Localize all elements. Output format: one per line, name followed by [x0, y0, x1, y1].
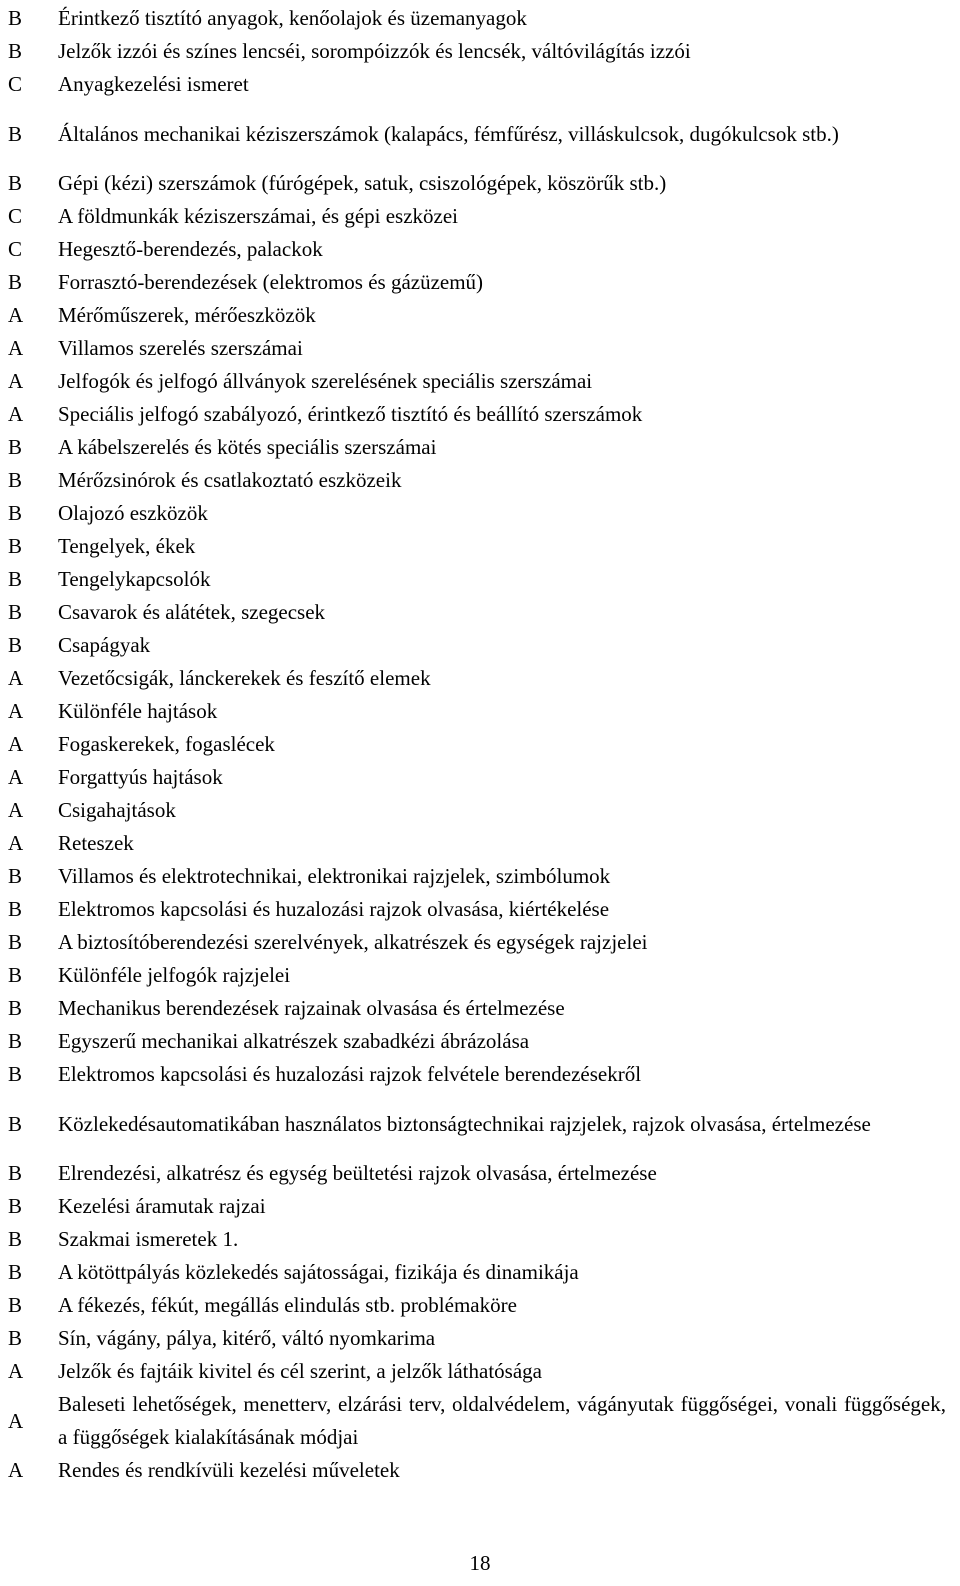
topic-text: Különféle hajtások — [58, 699, 218, 723]
level-code: B — [8, 121, 23, 146]
topic-text: Forrasztó-berendezések (elektromos és gázüzemű) — [58, 270, 484, 294]
topic-text: Mérőműszerek, mérőeszközök — [58, 303, 316, 327]
list-item — [0, 365, 960, 398]
level-code: B — [8, 39, 23, 63]
topic-text: Mechanikus berendezések rajzainak olvasása és értelmezése — [58, 996, 565, 1020]
level-code: B — [8, 1227, 23, 1251]
level-code: B — [8, 1111, 23, 1136]
level-code: A — [8, 699, 24, 723]
topic-text: A kábelszerelés és kötés speciális szerszámai — [58, 435, 437, 459]
level-code: B — [8, 963, 23, 987]
list-item — [0, 1091, 960, 1157]
topic-text: Egyszerű mechanikai alkatrészek szabadkézi ábrázolása — [58, 1029, 530, 1053]
topic-text: A fékezés, fékút, megállás elindulás stb. problémaköre — [58, 1293, 517, 1317]
topic-text: Közlekedésautomatikában használatos biztonságtechnikai rajzjelek, rajzok olvasása, értelmezése — [58, 1111, 871, 1136]
topic-text: Tengelyek, ékek — [58, 534, 196, 558]
list-item — [0, 299, 960, 332]
topic-text: Tengelykapcsolók — [58, 567, 211, 591]
list-item — [0, 728, 960, 761]
list-item — [0, 398, 960, 431]
list-item — [0, 596, 960, 629]
topic-text: Villamos szerelés szerszámai — [58, 336, 303, 360]
topic-text: Kezelési áramutak rajzai — [58, 1194, 266, 1218]
list-item — [0, 563, 960, 596]
level-code: B — [8, 1194, 23, 1218]
topic-text: Speciális jelfogó szabályozó, érintkező tisztító és beállító szerszámok — [58, 402, 643, 426]
level-code: B — [8, 633, 23, 657]
list-item — [0, 35, 960, 68]
level-code: C — [8, 237, 23, 261]
level-code: A — [8, 369, 24, 393]
list-item — [0, 1157, 960, 1190]
level-code: B — [8, 1062, 23, 1086]
level-code: A — [8, 831, 24, 855]
level-code: B — [8, 468, 23, 492]
level-code: B — [8, 1161, 23, 1185]
list-item — [0, 1355, 960, 1388]
level-code: B — [8, 1260, 23, 1284]
list-item — [0, 662, 960, 695]
level-code: B — [8, 567, 23, 591]
level-code: A — [8, 666, 24, 690]
level-code: B — [8, 501, 23, 525]
topic-text: Sín, vágány, pálya, kitérő, váltó nyomkarima — [58, 1326, 436, 1350]
list-item — [0, 1388, 960, 1454]
topic-text: Rendes és rendkívüli kezelési műveletek — [58, 1458, 400, 1482]
list-item — [0, 893, 960, 926]
list-item — [0, 1190, 960, 1223]
topic-list — [0, 2, 960, 1487]
level-code: A — [8, 336, 24, 360]
topic-text: Reteszek — [58, 831, 134, 855]
list-item — [0, 167, 960, 200]
list-item — [0, 761, 960, 794]
level-code: B — [8, 930, 23, 954]
list-item — [0, 959, 960, 992]
topic-text: Elektromos kapcsolási és huzalozási rajzok felvétele berendezésekről — [58, 1062, 642, 1086]
level-code: B — [8, 270, 23, 294]
level-code: B — [8, 1293, 23, 1317]
topic-text: Csigahajtások — [58, 798, 176, 822]
list-item — [0, 992, 960, 1025]
list-item — [0, 233, 960, 266]
list-item — [0, 464, 960, 497]
level-code: A — [8, 303, 24, 327]
list-item — [0, 431, 960, 464]
list-item — [0, 926, 960, 959]
level-code: B — [8, 1029, 23, 1053]
list-item — [0, 1025, 960, 1058]
level-code: A — [8, 1458, 24, 1482]
level-code: B — [8, 435, 23, 459]
topic-text: Olajozó eszközök — [58, 501, 208, 525]
page-number: 18 — [469, 1551, 491, 1575]
level-code: B — [8, 600, 23, 624]
topic-text: Jelzők izzói és színes lencséi, sorompóizzók és lencsék, váltóvilágítás izzói — [58, 39, 691, 63]
topic-text: A kötöttpályás közlekedés sajátosságai, fizikája és dinamikája — [58, 1260, 579, 1284]
level-code: B — [8, 897, 23, 921]
topic-text: Forgattyús hajtások — [58, 765, 223, 789]
list-item — [0, 629, 960, 662]
list-item — [0, 2, 960, 35]
list-item — [0, 1223, 960, 1256]
topic-text: Gépi (kézi) szerszámok (fúrógépek, satuk, csiszológépek, köszörűk stb.) — [58, 171, 667, 195]
topic-text: Anyagkezelési ismeret — [58, 72, 249, 96]
level-code: A — [8, 402, 24, 426]
level-code: B — [8, 171, 23, 195]
list-item — [0, 266, 960, 299]
level-code: C — [8, 204, 23, 228]
level-code: C — [8, 72, 23, 96]
list-item — [0, 827, 960, 860]
list-item — [0, 794, 960, 827]
topic-text: Szakmai ismeretek 1. — [58, 1227, 239, 1251]
topic-text: Különféle jelfogók rajzjelei — [58, 963, 291, 987]
list-item — [0, 332, 960, 365]
topic-text: Csavarok és alátétek, szegecsek — [58, 600, 326, 624]
topic-text: Csapágyak — [58, 633, 151, 657]
level-code: A — [8, 1359, 24, 1383]
level-code: B — [8, 1326, 23, 1350]
topic-text: A földmunkák kéziszerszámai, és gépi eszközei — [58, 204, 459, 228]
list-item — [0, 68, 960, 101]
topic-text: Hegesztő-berendezés, palackok — [58, 237, 323, 261]
list-item — [0, 695, 960, 728]
topic-text: Villamos és elektrotechnikai, elektronikai rajzjelek, szimbólumok — [58, 864, 611, 888]
topic-text: Általános mechanikai kéziszerszámok (kalapács, fémfűrész, villáskulcsok, dugókulcsok stb.) — [58, 121, 839, 146]
level-code: B — [8, 534, 23, 558]
level-code: A — [8, 765, 24, 789]
level-code: A — [8, 732, 24, 756]
list-item — [0, 200, 960, 233]
topic-text: Mérőzsinórok és csatlakoztató eszközeik — [58, 468, 402, 492]
topic-text: Vezetőcsigák, lánckerekek és feszítő elemek — [58, 666, 431, 690]
topic-text: Fogaskerekek, fogaslécek — [58, 732, 275, 756]
list-item — [0, 860, 960, 893]
level-code: A — [8, 1408, 24, 1433]
topic-text: Elrendezési, alkatrész és egység beültetési rajzok olvasása, értelmezése — [58, 1161, 657, 1185]
level-code: A — [8, 798, 24, 822]
topic-text: Jelfogók és jelfogó állványok szerelésének speciális szerszámai — [58, 369, 593, 393]
list-item — [0, 1256, 960, 1289]
topic-text: A biztosítóberendezési szerelvények, alkatrészek és egységek rajzjelei — [58, 930, 648, 954]
list-item — [0, 1322, 960, 1355]
topic-text: Baleseti lehetőségek, menetterv, elzárási terv, oldalvédelem, vágányutak függőségei, vonali függőségek, a függőségek kialakításának módjai — [58, 1392, 946, 1449]
level-code: B — [8, 6, 23, 30]
list-item — [0, 530, 960, 563]
list-item — [0, 1454, 960, 1487]
list-item — [0, 1289, 960, 1322]
list-item — [0, 497, 960, 530]
topic-text: Jelzők és fajtáik kivitel és cél szerint, a jelzők láthatósága — [58, 1359, 542, 1383]
topic-text: Érintkező tisztító anyagok, kenőolajok és üzemanyagok — [58, 6, 527, 30]
level-code: B — [8, 864, 23, 888]
topic-text: Elektromos kapcsolási és huzalozási rajzok olvasása, kiértékelése — [58, 897, 610, 921]
level-code: B — [8, 996, 23, 1020]
list-item — [0, 101, 960, 167]
list-item — [0, 1058, 960, 1091]
